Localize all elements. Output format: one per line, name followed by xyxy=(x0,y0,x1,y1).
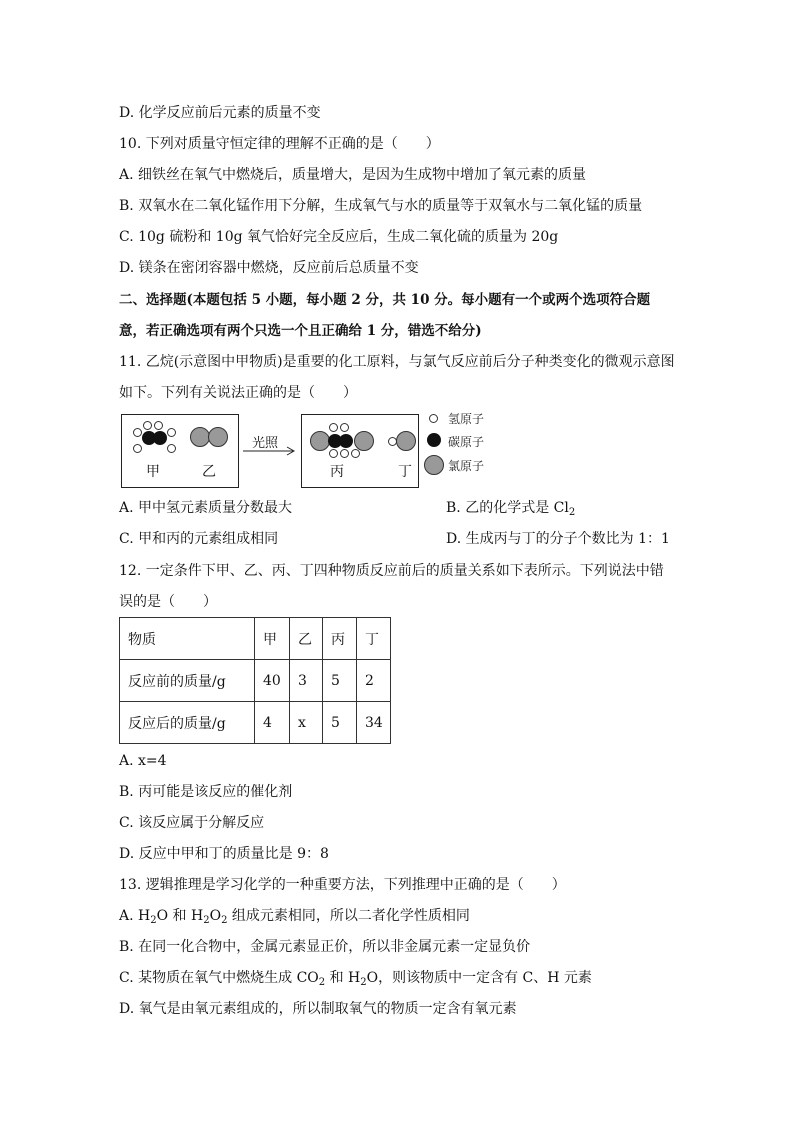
table-header-cell: 丙 xyxy=(323,618,357,660)
table-cell: 5 xyxy=(323,660,357,702)
table-cell: 34 xyxy=(357,702,391,744)
legend-hydrogen-label: 氢原子 xyxy=(448,412,485,426)
hydrogen-atom xyxy=(154,421,163,430)
reaction-arrow-icon xyxy=(243,446,297,456)
carbon-atom xyxy=(339,434,353,448)
arrow-label: 光照 xyxy=(252,436,279,451)
table-row xyxy=(120,660,391,702)
q10-option-c: C. 10g 硫粉和 10g 氧气恰好完全反应后，生成二氧化硫的质量为 20g xyxy=(119,229,559,245)
chlorine-atom xyxy=(208,427,228,447)
reactants-box xyxy=(121,414,239,488)
q10-option-b: B. 双氧水在二氧化锰作用下分解，生成氧气与水的质量等于双氧水与二氧化锰的质量 xyxy=(119,198,643,214)
q12-stem-line2: 误的是（ ） xyxy=(119,594,217,610)
table-header-cell: 丁 xyxy=(357,618,391,660)
mass-table xyxy=(119,617,391,744)
q11-stem-line1: 11. 乙烷(示意图中甲物质)是重要的化工原料，与氯气反应前后分子种类变化的微观示意图 xyxy=(119,354,675,370)
q11-option-c: C. 甲和丙的元素组成相同 xyxy=(119,531,279,547)
q11-option-b: B. 乙的化学式是 $Cl_2$ xyxy=(446,500,576,518)
section2-heading-line2: 意，若正确选项有两个只选一个且正确给 1 分，错选不给分) xyxy=(119,323,482,339)
q13-option-a: A. $H_2O$ 和 $H_2O_2$ 组成元素相同，所以二者化学性质相同 xyxy=(119,908,470,926)
table-row xyxy=(120,702,391,744)
table-header-cell: 乙 xyxy=(290,618,323,660)
label-jia: 甲 xyxy=(146,464,160,480)
section2-heading-line1: 二、选择题(本题包括 5 小题，每小题 2 分，共 10 分。每小题有一个或两个选项符合题 xyxy=(119,292,651,308)
hydrogen-atom xyxy=(167,444,176,453)
hydrogen-atom xyxy=(133,444,142,453)
q13-option-b: B. 在同一化合物中，金属元素显正价，所以非金属元素一定显负价 xyxy=(119,939,531,955)
label-yi: 乙 xyxy=(202,464,216,480)
table-header-cell: 物质 xyxy=(120,618,255,660)
q10-stem: 10. 下列对质量守恒定律的理解不正确的是（ ） xyxy=(119,136,440,152)
hydrogen-atom xyxy=(133,428,142,437)
q11-stem-line2: 如下。下列有关说法正确的是（ ） xyxy=(119,385,357,401)
chlorine-atom xyxy=(190,427,210,447)
hydrogen-atom xyxy=(329,423,338,432)
table-cell: 4 xyxy=(255,702,290,744)
table-header-row xyxy=(120,618,391,660)
legend-carbon-icon xyxy=(427,433,441,447)
hydrogen-atom xyxy=(340,449,349,458)
table-cell: 2 xyxy=(357,660,391,702)
q13-stem: 13. 逻辑推理是学习化学的一种重要方法，下列推理中正确的是（ ） xyxy=(119,877,566,893)
q12-option-d: D. 反应中甲和丁的质量比是 9：8 xyxy=(119,846,329,862)
q13-option-c: C. 某物质在氧气中燃烧生成 $CO_2$ 和 $H_2O$，则该物质中一定含有 C、H 元素 xyxy=(119,970,592,988)
table-cell: x xyxy=(290,702,323,744)
chlorine-atom xyxy=(396,431,416,451)
carbon-atom xyxy=(153,431,167,445)
label-ding: 丁 xyxy=(398,464,412,480)
hydrogen-atom xyxy=(340,423,349,432)
q11-option-d: D. 生成丙与丁的分子个数比为 1：1 xyxy=(446,531,670,547)
legend-hydrogen-icon xyxy=(429,414,438,423)
hydrogen-atom xyxy=(329,449,338,458)
products-box xyxy=(301,414,419,488)
label-bing: 丙 xyxy=(330,464,344,480)
chlorine-atom xyxy=(354,431,374,451)
table-cell: 3 xyxy=(290,660,323,702)
legend-carbon-label: 碳原子 xyxy=(448,435,485,449)
hydrogen-atom xyxy=(143,421,152,430)
q11-option-a: A. 甲中氢元素质量分数最大 xyxy=(119,500,293,516)
hydrogen-atom xyxy=(351,449,360,458)
q9-option-d: D. 化学反应前后元素的质量不变 xyxy=(119,105,321,121)
table-cell: 5 xyxy=(323,702,357,744)
hydrogen-atom xyxy=(167,428,176,437)
table-cell: 反应前的质量/g xyxy=(120,660,255,702)
table-cell: 40 xyxy=(255,660,290,702)
table-cell: 反应后的质量/g xyxy=(120,702,255,744)
table-header-cell: 甲 xyxy=(255,618,290,660)
chlorine-atom xyxy=(310,431,330,451)
q10-option-d: D. 镁条在密闭容器中燃烧，反应前后总质量不变 xyxy=(119,260,419,276)
q12-option-c: C. 该反应属于分解反应 xyxy=(119,815,265,831)
legend-chlorine-label: 氯原子 xyxy=(448,459,485,473)
q12-option-b: B. 丙可能是该反应的催化剂 xyxy=(119,784,293,800)
q13-option-d: D. 氧气是由氧元素组成的，所以制取氧气的物质一定含有氧元素 xyxy=(119,1001,517,1017)
q12-option-a: A. x=4 xyxy=(119,753,167,769)
q12-stem-line1: 12. 一定条件下甲、乙、丙、丁四种物质反应前后的质量关系如下表所示。下列说法中错 xyxy=(119,563,664,579)
legend-chlorine-icon xyxy=(424,455,444,475)
q10-option-a: A. 细铁丝在氧气中燃烧后，质量增大，是因为生成物中增加了氧元素的质量 xyxy=(119,167,587,183)
